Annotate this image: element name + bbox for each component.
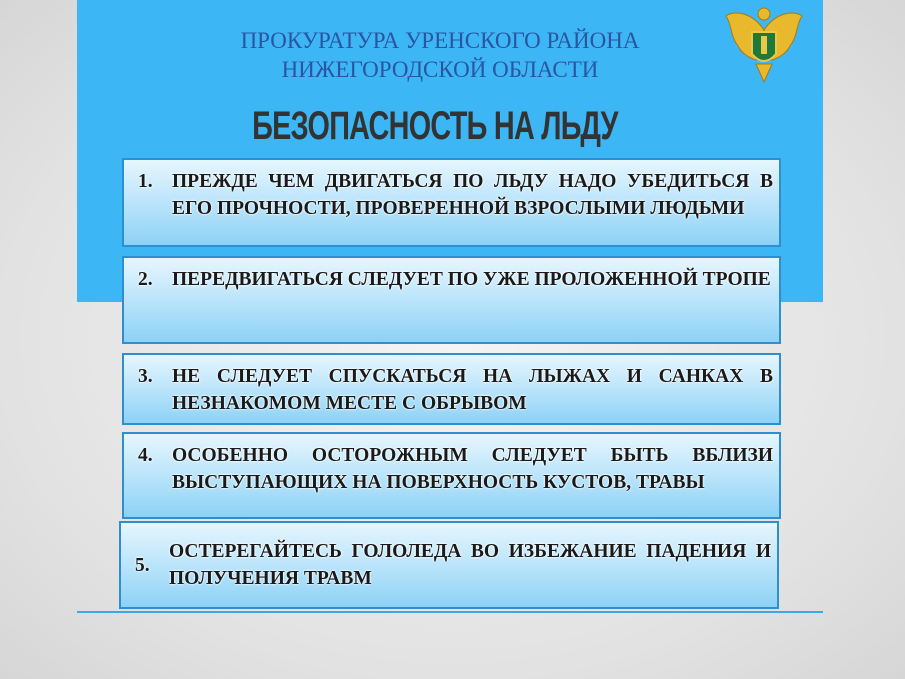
rule-number: 2. (138, 269, 153, 290)
rule-item-2 (122, 256, 781, 344)
rule-text: ПЕРЕДВИГАТЬСЯ СЛЕДУЕТ ПО УЖЕ ПРОЛОЖЕННОЙ ТРОПЕ (172, 269, 771, 290)
rule-number: 3. (138, 366, 153, 387)
rule-text: НЕ СЛЕДУЕТ СПУСКАТЬСЯ НА ЛЫЖАХ И САНКАХ В НЕЗНАКОМОМ МЕСТЕ С ОБРЫВОМ (172, 366, 773, 414)
rule-number: 5. (135, 554, 150, 576)
prosecutor-emblem-icon (722, 2, 806, 84)
rule-item-3 (122, 353, 781, 425)
rule-text: ОСТЕРЕГАЙТЕСЬ ГОЛОЛЕДА ВО ИЗБЕЖАНИЕ ПАДЕНИЯ И ПОЛУЧЕНИЯ ТРАВМ (169, 541, 771, 589)
rule-item-5 (119, 521, 779, 609)
rule-number: 1. (138, 171, 153, 192)
rule-number: 4. (138, 445, 153, 466)
organization-line-2: НИЖЕГОРОДСКОЙ ОБЛАСТИ (281, 57, 599, 82)
rule-item-4 (122, 432, 781, 519)
organization-line-1: ПРОКУРАТУРА УРЕНСКОГО РАЙОНА (240, 28, 640, 53)
bottom-divider (77, 611, 823, 613)
page-title (160, 104, 710, 149)
rule-text: ОСОБЕННО ОСТОРОЖНЫМ СЛЕДУЕТ БЫТЬ ВБЛИЗИ ВЫСТУПАЮЩИХ НА ПОВЕРХНОСТЬ КУСТОВ, ТРАВЫ (172, 445, 773, 493)
organization-name (180, 26, 700, 84)
rule-text: ПРЕЖДЕ ЧЕМ ДВИГАТЬСЯ ПО ЛЬДУ НАДО УБЕДИТЬСЯ В ЕГО ПРОЧНОСТИ, ПРОВЕРЕННОЙ ВЗРОСЛЫМИ ЛЮДЬМИ (172, 171, 773, 219)
title-text: БЕЗОПАСНОСТЬ НА ЛЬДУ (252, 104, 618, 148)
rule-item-1 (122, 158, 781, 247)
